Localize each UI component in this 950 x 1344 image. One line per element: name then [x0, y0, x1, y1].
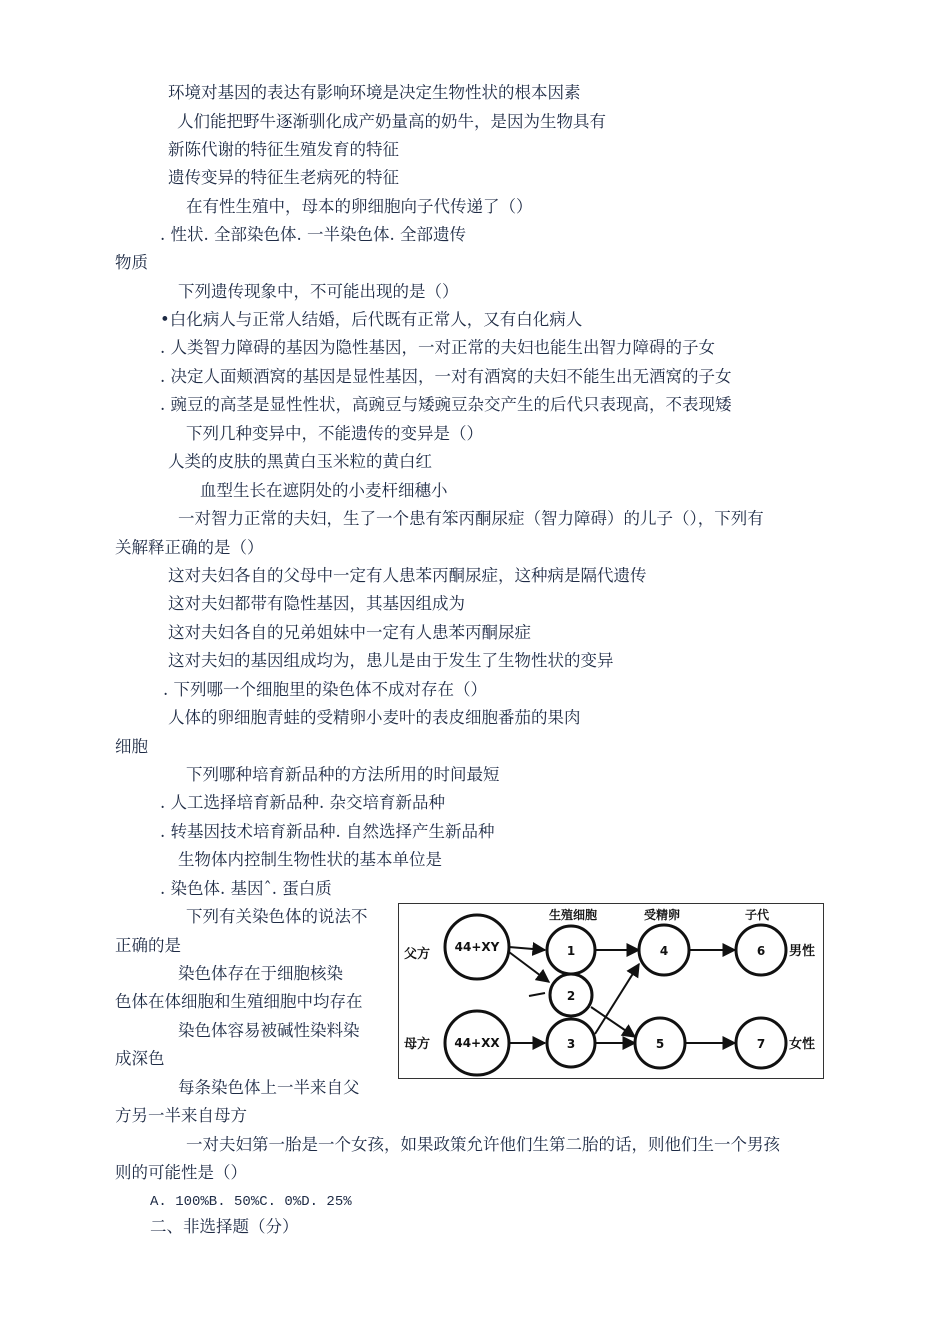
text-line: 物质 — [115, 253, 148, 272]
answer-options: . 染色体. 基因ˆ. 蛋白质 — [160, 879, 332, 898]
answer-option: 染色体容易被碱性染料染 — [178, 1021, 360, 1040]
answer-option: •白化病人与正常人结婚，后代既有正常人，又有白化病人 — [160, 310, 583, 329]
answer-options: . 转基因技术培育新品种. 自然选择产生新品种 — [160, 822, 495, 841]
question-text: 下列哪种培育新品种的方法所用的时间最短 — [186, 765, 500, 784]
answer-option: 这对夫妇都带有隐性基因，其基因组成为 — [168, 594, 465, 613]
text-line: 人们能把野牛逐渐驯化成产奶量高的奶牛，是因为生物具有 — [177, 112, 606, 131]
diagram-svg — [399, 904, 822, 1077]
cell-5-label: 5 — [655, 1037, 665, 1051]
answer-options: 人体的卵细胞青蛙的受精卵小麦叶的表皮细胞番茄的果肉 — [168, 708, 581, 727]
question-text: 生物体内控制生物性状的基本单位是 — [178, 850, 442, 869]
question-text: 一对智力正常的夫妇，生了一个患有笨丙酮尿症（智力障碍）的儿子（），下列有 — [178, 509, 764, 528]
question-text: 关解释正确的是（） — [115, 538, 264, 557]
header-zygote: 受精卵 — [643, 908, 681, 922]
header-sex-cells: 生殖细胞 — [548, 908, 598, 922]
father-label: 父方 — [404, 947, 431, 962]
cell-2-label: 2 — [566, 989, 576, 1003]
mother-label: 母方 — [404, 1037, 431, 1052]
father-cell-label: 44+XY — [454, 940, 500, 954]
question-text: 下列遗传现象中，不可能出现的是（） — [178, 282, 459, 301]
column-headers — [549, 907, 770, 922]
text-line: 新陈代谢的特征生殖发育的特征 — [168, 140, 399, 159]
cell-4-label: 4 — [659, 944, 669, 958]
answer-option: 染色体存在于细胞核染 — [178, 964, 343, 983]
question-text: 一对夫妇第一胎是一个女孩，如果政策允许他们生第二胎的话，则他们生一个男孩 — [186, 1135, 780, 1154]
answer-options: 血型生长在遮阴处的小麦杆细穗小 — [200, 481, 448, 500]
mother-cell-label: 44+XX — [454, 1036, 500, 1050]
question-text: 下列几种变异中，不能遗传的变异是（） — [186, 424, 483, 443]
cell-7-label: 7 — [756, 1037, 766, 1051]
cell-6-label: 6 — [756, 944, 766, 958]
text-line: 环境对基因的表达有影响环境是决定生物性状的根本因素 — [168, 83, 581, 102]
question-text: 正确的是 — [115, 936, 181, 955]
answer-options: . 人工选择培育新品种. 杂交培育新品种 — [160, 793, 445, 812]
header-offspring: 子代 — [744, 908, 770, 922]
cell-3-label: 3 — [566, 1037, 576, 1051]
answer-options: A. 100%B. 50%C. 0%D. 25% — [150, 1194, 352, 1210]
answer-option: . 人类智力障碍的基因为隐性基因，一对正常的夫妇也能生出智力障碍的子女 — [160, 338, 715, 357]
answer-option: 这对夫妇各自的父母中一定有人患苯丙酮尿症，这种病是隔代遗传 — [168, 566, 647, 585]
text-line: 细胞 — [115, 737, 148, 756]
answer-option: 这对夫妇各自的兄弟姐妹中一定有人患苯丙酮尿症 — [168, 623, 531, 642]
arrows — [509, 947, 735, 1043]
answer-option: . 豌豆的高茎是显性性状，高豌豆与矮豌豆杂交产生的后代只表现高，不表现矮 — [160, 395, 732, 414]
female-label: 女性 — [789, 1037, 816, 1052]
cells — [445, 915, 786, 1075]
arrow-father-to-1 — [509, 947, 545, 950]
arrow-3-to-4 — [595, 964, 639, 1034]
answer-option: . 决定人面颊酒窝的基因是显性基因，一对有酒窝的夫妇不能生出无酒窝的子女 — [160, 367, 732, 386]
sex-determination-diagram — [398, 903, 824, 1079]
question-text: 则的可能性是（） — [115, 1163, 247, 1182]
arrow-2-to-5 — [591, 1007, 635, 1037]
arrow-father-to-2 — [509, 952, 549, 982]
section-heading: 二、非选择题（分） — [150, 1217, 299, 1236]
answer-options: . 性状. 全部染色体. 一半染色体. 全部遗传 — [160, 225, 466, 244]
question-text: 在有性生殖中，母本的卵细胞向子代传递了（） — [186, 197, 533, 216]
answer-option: 成深色 — [115, 1049, 165, 1068]
male-label: 男性 — [789, 944, 816, 959]
answer-option: 每条染色体上一半来自父 — [178, 1078, 360, 1097]
answer-option: 色体在体细胞和生殖细胞中均存在 — [115, 992, 363, 1011]
arrow-stub — [529, 993, 545, 996]
answer-options: 人类的皮肤的黑黄白玉米粒的黄白红 — [168, 452, 432, 471]
question-text: . 下列哪一个细胞里的染色体不成对存在（） — [163, 680, 487, 699]
cell-1-label: 1 — [566, 944, 576, 958]
answer-option: 这对夫妇的基因组成均为，患儿是由于发生了生物性状的变异 — [168, 651, 614, 670]
text-line: 遗传变异的特征生老病死的特征 — [168, 168, 399, 187]
answer-option: 方另一半来自母方 — [115, 1106, 247, 1125]
question-text: 下列有关染色体的说法不 — [186, 907, 368, 926]
